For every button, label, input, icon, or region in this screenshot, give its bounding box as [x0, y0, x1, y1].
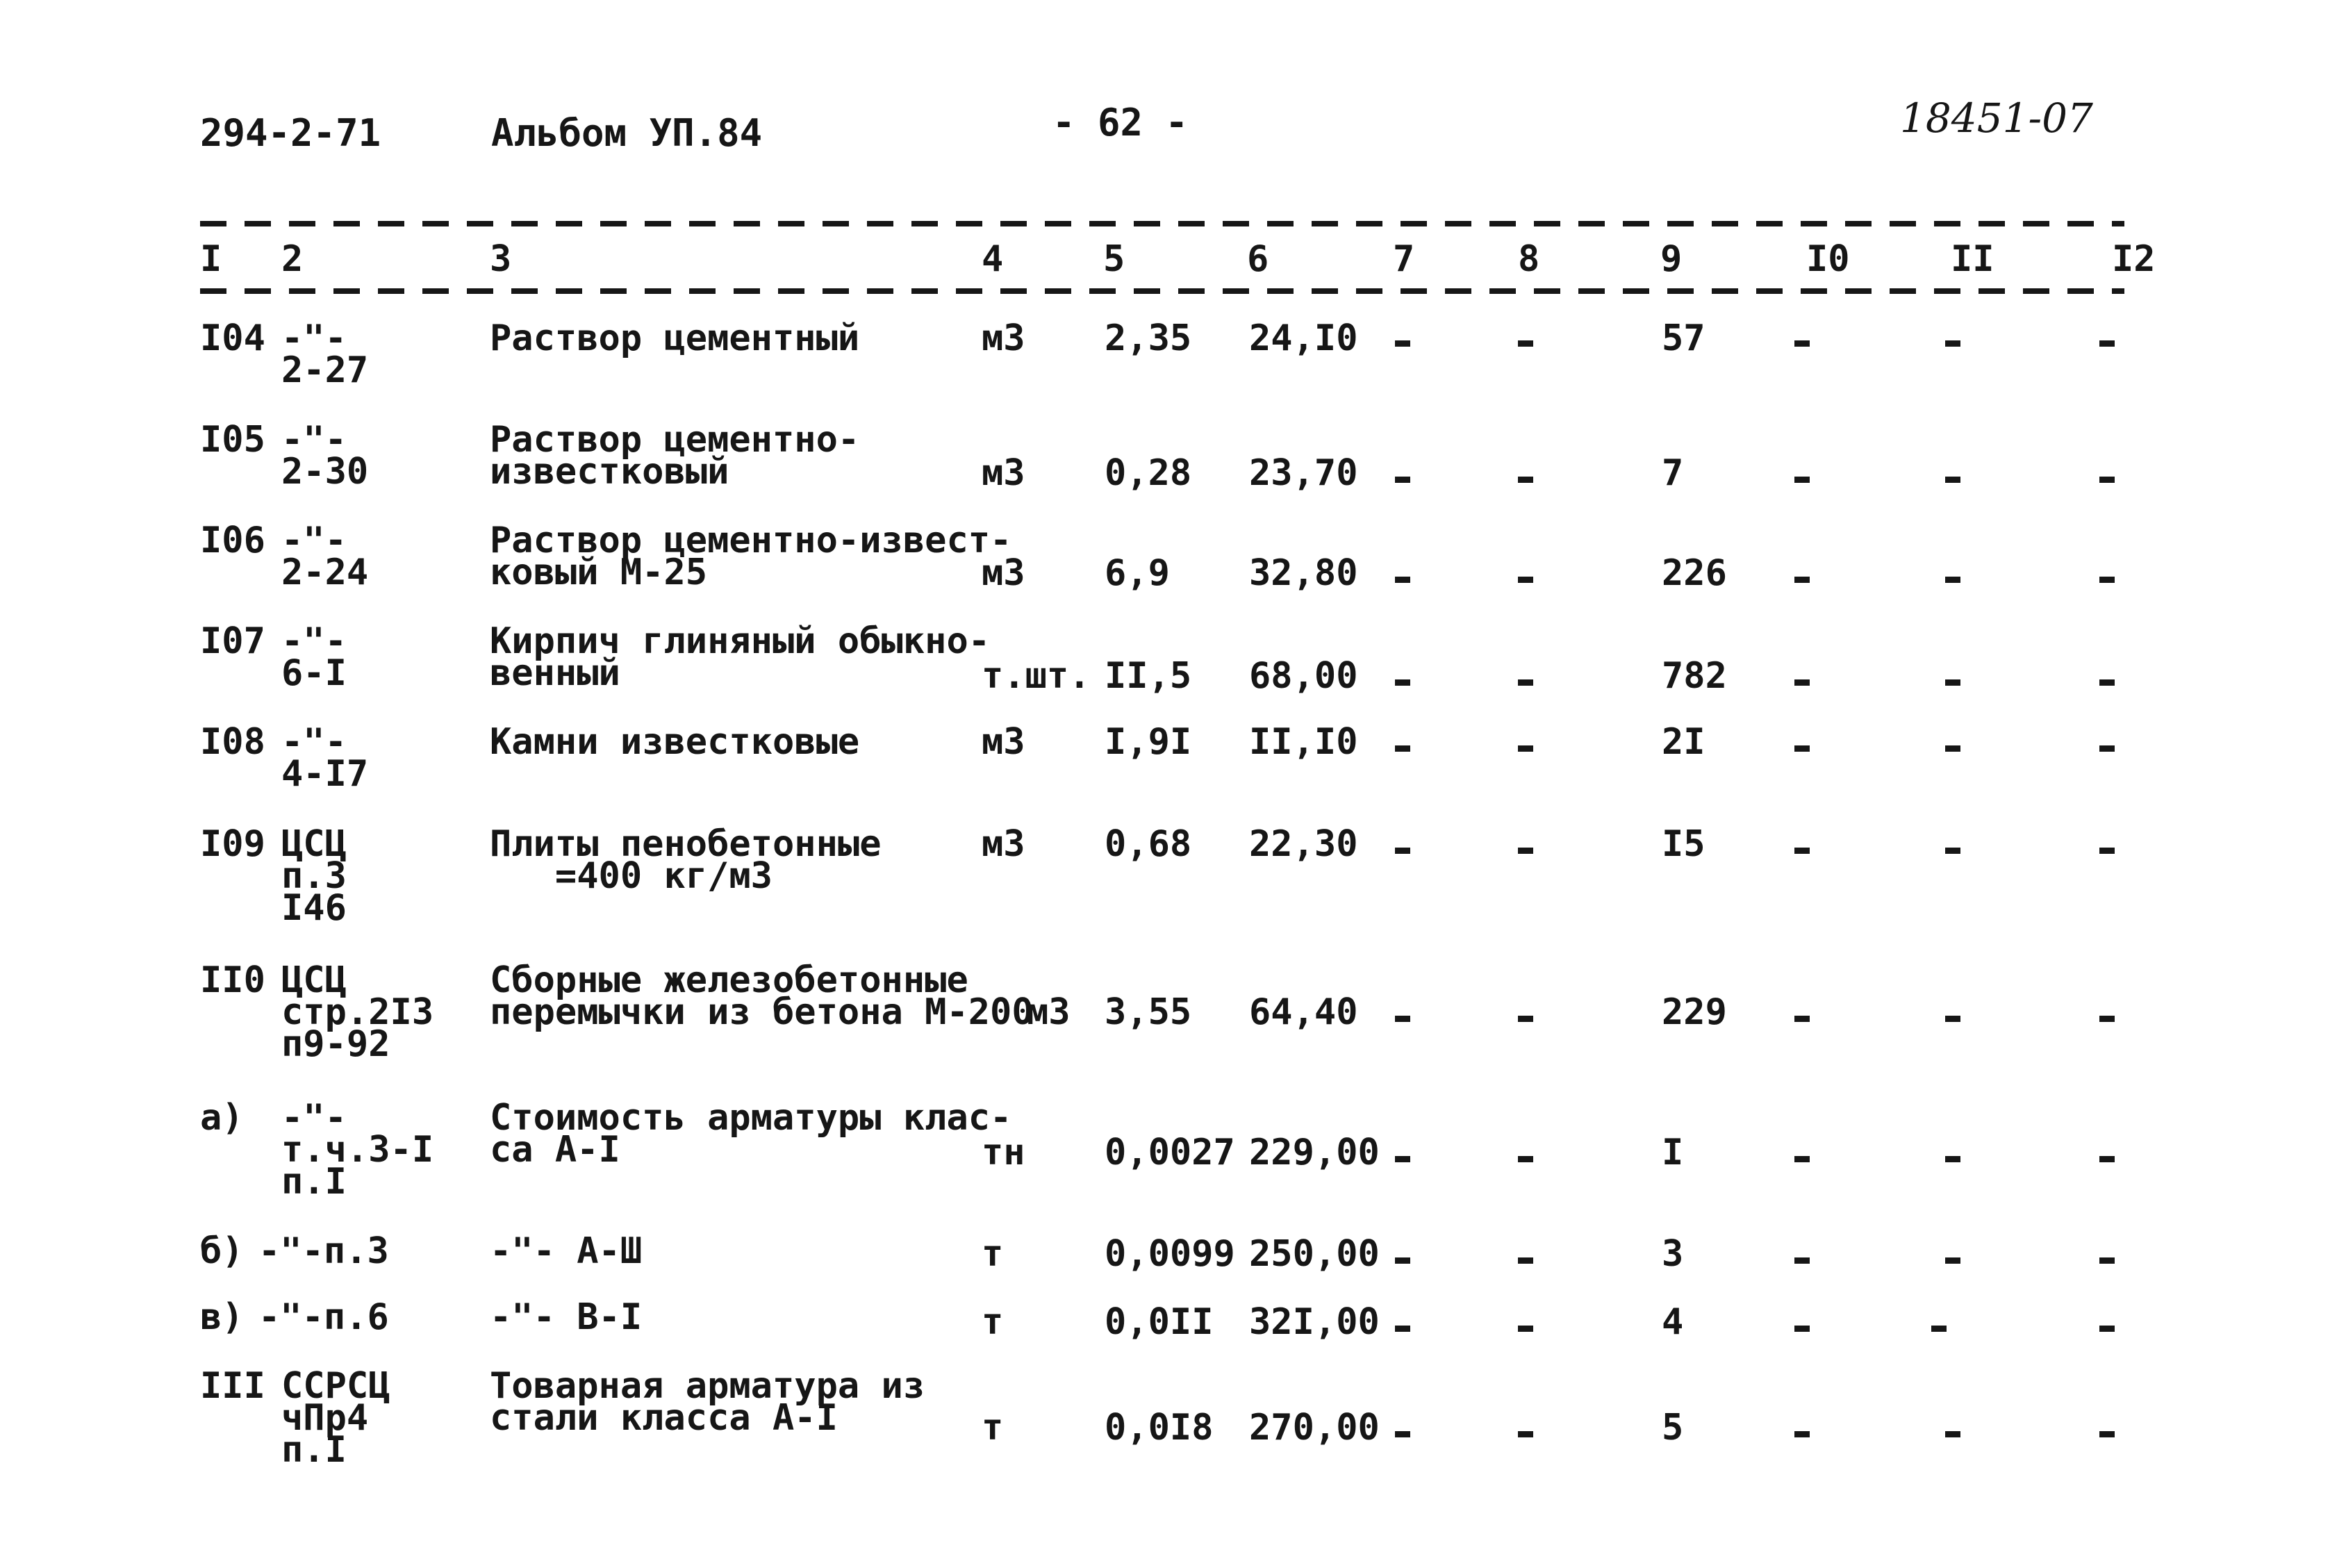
row-number: III: [200, 1365, 265, 1407]
empty-cell-dash: [1518, 745, 1533, 752]
row-price: II,I0: [1249, 721, 1358, 763]
row-price: 32I,00: [1249, 1301, 1380, 1343]
row-unit: т.шт.: [982, 655, 1091, 697]
row-unit: м3: [982, 721, 1025, 763]
column-header: 6: [1247, 238, 1269, 280]
empty-cell-dash: [1945, 1431, 1960, 1437]
empty-cell-dash: [1794, 477, 1810, 483]
document-code: 294-2-71: [200, 111, 381, 155]
row-number: в): [200, 1296, 244, 1338]
column-header: II: [1951, 238, 1994, 280]
column-header: 2: [281, 238, 304, 280]
empty-cell-dash: [1395, 848, 1410, 854]
row-reference: -"- 6-I: [281, 620, 347, 694]
empty-cell-dash: [2099, 745, 2115, 752]
empty-cell-dash: [1794, 1156, 1810, 1162]
row-name: Сборные железобетонные перемычки из бетона М-200: [490, 959, 1034, 1033]
row-number: I08: [200, 721, 265, 763]
row-quantity: 0,0027: [1105, 1132, 1235, 1173]
page-number: - 62 -: [1052, 101, 1189, 145]
empty-cell-dash: [1794, 1257, 1810, 1264]
empty-cell-dash: [1794, 745, 1810, 752]
row-total: 7: [1662, 452, 1684, 494]
empty-cell-dash: [1794, 340, 1810, 347]
row-quantity: 0,0I8: [1105, 1407, 1214, 1449]
empty-cell-dash: [2099, 1156, 2115, 1162]
empty-cell-dash: [1518, 1016, 1533, 1022]
row-quantity: 0,28: [1105, 452, 1192, 494]
empty-cell-dash: [1945, 1156, 1960, 1162]
row-name: Раствор цементный: [490, 317, 860, 359]
empty-cell-dash: [1395, 577, 1410, 583]
row-reference: -"-п.6: [258, 1296, 389, 1338]
row-price: 22,30: [1249, 823, 1358, 865]
row-quantity: I,9I: [1105, 721, 1192, 763]
empty-cell-dash: [1518, 848, 1533, 854]
empty-cell-dash: [1945, 679, 1960, 686]
row-price: 68,00: [1249, 655, 1358, 697]
empty-cell-dash: [2099, 1016, 2115, 1022]
row-total: 229: [1662, 991, 1727, 1033]
row-price: 64,40: [1249, 991, 1358, 1033]
column-header: 8: [1518, 238, 1540, 280]
empty-cell-dash: [1945, 477, 1960, 483]
header-bottom-rule: [200, 288, 2124, 294]
row-quantity: 0,68: [1105, 823, 1192, 865]
empty-cell-dash: [1395, 1016, 1410, 1022]
row-reference: -"- 4-I7: [281, 721, 369, 795]
row-name: Кирпич глиняный обыкно- венный: [490, 620, 991, 694]
column-header: I2: [2112, 238, 2156, 280]
row-number: I09: [200, 823, 265, 865]
row-total: I: [1662, 1132, 1684, 1173]
empty-cell-dash: [1518, 679, 1533, 686]
empty-cell-dash: [2099, 1326, 2115, 1332]
row-price: 250,00: [1249, 1233, 1380, 1275]
header-top-rule: [200, 221, 2124, 226]
empty-cell-dash: [1794, 577, 1810, 583]
empty-cell-dash: [1395, 477, 1410, 483]
row-price: 229,00: [1249, 1132, 1380, 1173]
column-header: 3: [490, 238, 512, 280]
row-reference: ССРСЦ чПр4 п.I: [281, 1365, 390, 1471]
empty-cell-dash: [1395, 340, 1410, 347]
row-name: Раствор цементно- известковый: [490, 419, 860, 493]
row-unit: т: [982, 1233, 1004, 1275]
row-quantity: 6,9: [1105, 552, 1170, 594]
row-total: 4: [1662, 1301, 1684, 1343]
row-number: I05: [200, 419, 265, 461]
row-price: 23,70: [1249, 452, 1358, 494]
row-number: I07: [200, 620, 265, 662]
row-name: -"- А-Ш: [490, 1230, 643, 1272]
row-reference: -"- 2-27: [281, 317, 369, 391]
row-unit: м3: [982, 552, 1025, 594]
column-header: 5: [1103, 238, 1125, 280]
empty-cell-dash: [1945, 1016, 1960, 1022]
column-header: 9: [1660, 238, 1683, 280]
empty-cell-dash: [2099, 340, 2115, 347]
row-name: Плиты пенобетонные =400 кг/м3: [490, 823, 882, 897]
empty-cell-dash: [1518, 577, 1533, 583]
empty-cell-dash: [1931, 1326, 1947, 1332]
row-name: Стоимость арматуры клас- са А-I: [490, 1097, 1012, 1171]
empty-cell-dash: [1395, 679, 1410, 686]
row-name: Камни известковые: [490, 721, 860, 763]
row-total: 782: [1662, 655, 1727, 697]
row-unit: м3: [982, 452, 1025, 494]
row-quantity: 3,55: [1105, 991, 1192, 1033]
row-unit: т: [982, 1301, 1004, 1343]
row-number: б): [200, 1230, 244, 1272]
empty-cell-dash: [1794, 848, 1810, 854]
row-total: 226: [1662, 552, 1727, 594]
row-reference: -"- 2-24: [281, 520, 369, 593]
empty-cell-dash: [1794, 1016, 1810, 1022]
row-name: Товарная арматура из стали класса А-I: [490, 1365, 925, 1439]
row-total: 57: [1662, 317, 1705, 359]
empty-cell-dash: [1395, 1431, 1410, 1437]
empty-cell-dash: [1518, 477, 1533, 483]
row-total: 5: [1662, 1407, 1684, 1449]
empty-cell-dash: [1794, 1431, 1810, 1437]
row-reference: -"-п.3: [258, 1230, 389, 1272]
empty-cell-dash: [1945, 1257, 1960, 1264]
row-unit: м3: [982, 317, 1025, 359]
row-reference: -"- 2-30: [281, 419, 369, 493]
row-unit: т: [982, 1407, 1004, 1449]
column-header: I: [200, 238, 222, 280]
empty-cell-dash: [2099, 848, 2115, 854]
empty-cell-dash: [2099, 679, 2115, 686]
empty-cell-dash: [1518, 1326, 1533, 1332]
empty-cell-dash: [1794, 1326, 1810, 1332]
row-number: II0: [200, 959, 265, 1001]
column-header: I0: [1806, 238, 1850, 280]
row-quantity: 0,0099: [1105, 1233, 1235, 1275]
row-unit: тн: [982, 1132, 1025, 1173]
empty-cell-dash: [1395, 1156, 1410, 1162]
empty-cell-dash: [1518, 340, 1533, 347]
row-reference: ЦСЦ п.3 I46: [281, 823, 347, 929]
row-price: 32,80: [1249, 552, 1358, 594]
row-unit: м3: [982, 823, 1025, 865]
row-number: а): [200, 1097, 244, 1139]
row-quantity: II,5: [1105, 655, 1192, 697]
row-number: I04: [200, 317, 265, 359]
empty-cell-dash: [2099, 1431, 2115, 1437]
row-name: Раствор цементно-извест- ковый М-25: [490, 520, 1012, 593]
row-name: -"- В-I: [490, 1296, 643, 1338]
empty-cell-dash: [1395, 1257, 1410, 1264]
row-total: 2I: [1662, 721, 1705, 763]
row-quantity: 0,0II: [1105, 1301, 1214, 1343]
empty-cell-dash: [1395, 1326, 1410, 1332]
row-total: I5: [1662, 823, 1705, 865]
empty-cell-dash: [2099, 477, 2115, 483]
row-price: 24,I0: [1249, 317, 1358, 359]
row-reference: -"- т.ч.3-I п.I: [281, 1097, 434, 1203]
empty-cell-dash: [2099, 1257, 2115, 1264]
column-header: 4: [982, 238, 1004, 280]
empty-cell-dash: [1518, 1257, 1533, 1264]
row-price: 270,00: [1249, 1407, 1380, 1449]
row-reference: ЦСЦ стр.2I3 п9-92: [281, 959, 434, 1065]
empty-cell-dash: [1945, 577, 1960, 583]
column-header: 7: [1393, 238, 1415, 280]
row-number: I06: [200, 520, 265, 561]
empty-cell-dash: [1945, 848, 1960, 854]
album-title: Альбом УП.84: [491, 111, 763, 155]
row-quantity: 2,35: [1105, 317, 1192, 359]
empty-cell-dash: [2099, 577, 2115, 583]
empty-cell-dash: [1945, 745, 1960, 752]
empty-cell-dash: [1518, 1156, 1533, 1162]
row-unit: м3: [1027, 991, 1071, 1033]
empty-cell-dash: [1794, 679, 1810, 686]
inventory-number: 18451-07: [1900, 94, 2093, 142]
empty-cell-dash: [1395, 745, 1410, 752]
empty-cell-dash: [1518, 1431, 1533, 1437]
row-total: 3: [1662, 1233, 1684, 1275]
empty-cell-dash: [1945, 340, 1960, 347]
